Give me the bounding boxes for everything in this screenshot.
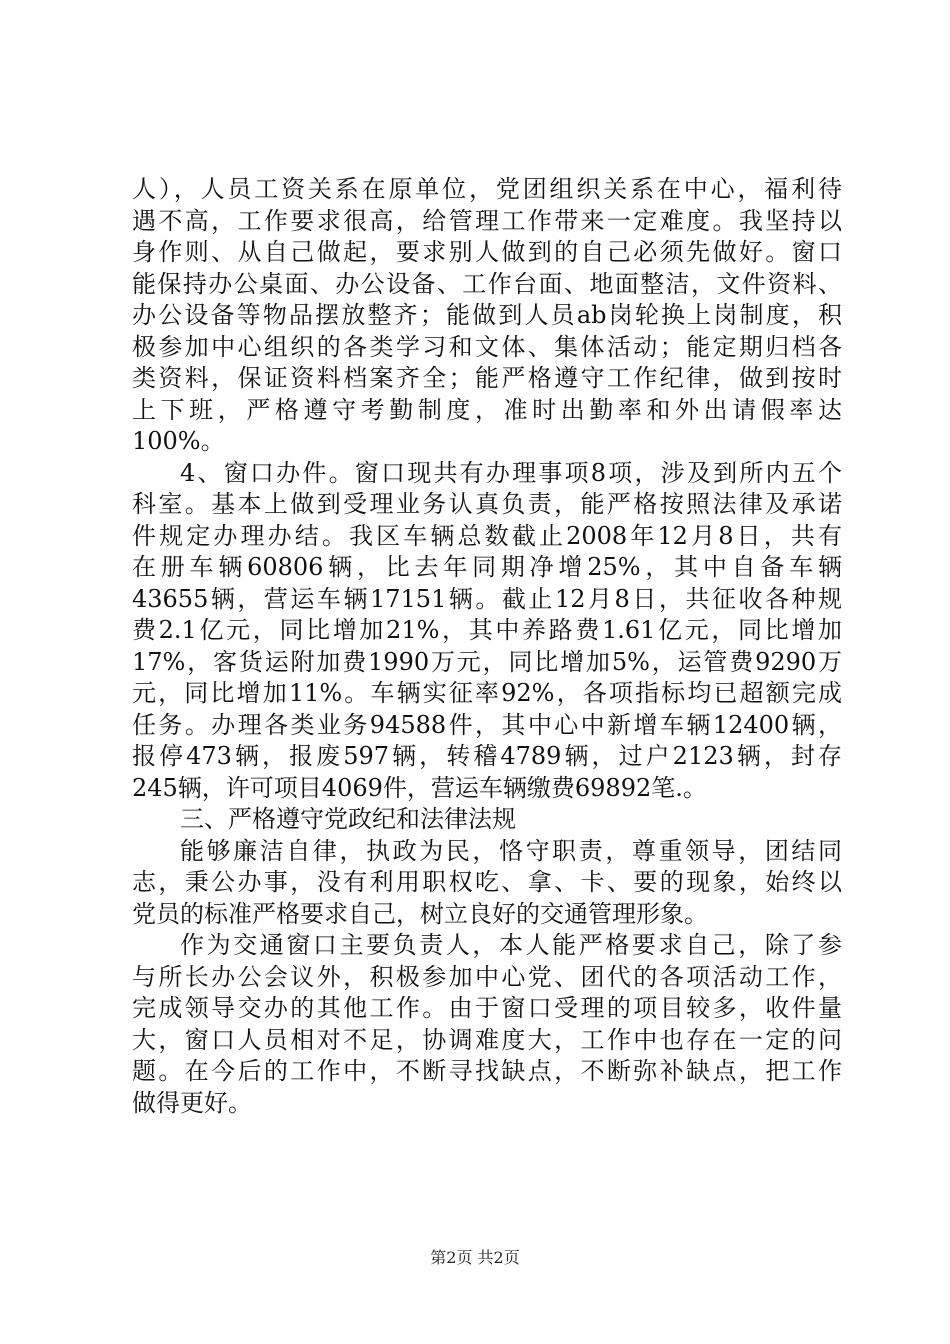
document-body [132, 174, 842, 1119]
text-line: 17%，客货运附加费1990万元，同比增加5%，运管费9290万 [132, 647, 842, 676]
text-line: 题。在今后的工作中，不断寻找缺点，不断弥补缺点，把工作 [132, 1057, 842, 1085]
text-line: 上下班，严格遵守考勤制度，准时出勤率和外出请假率达 [132, 395, 842, 424]
text-line: 身作则、从自己做起，要求别人做到的自己必须先做好。窗口 [132, 238, 842, 266]
text-line: 245辆，许可项目4069件，营运车辆缴费69892笔.。 [132, 773, 707, 802]
page-footer: 第2页 共2页 [430, 1248, 520, 1267]
text-line: 志，秉公办事，没有利用职权吃、拿、卡、要的现象，始终以 [132, 868, 842, 896]
text-line: 办公设备等物品摆放整齐；能做到人员ab岗轮换上岗制度，积 [132, 301, 842, 329]
text-line: 在册车辆60806辆，比去年同期净增25%，其中自备车辆 [132, 553, 842, 581]
text-line: 与所长办公会议外，积极参加中心党、团代的各项活动工作， [132, 962, 842, 991]
text-line: 做得更好。 [132, 1088, 252, 1117]
text-line: 100%。 [132, 427, 225, 455]
text-line: 任务。办理各类业务94588件，其中心中新增车辆12400辆， [132, 710, 842, 739]
text-line: 大，窗口人员相对不足，协调难度大，工作中也存在一定的问 [132, 1025, 842, 1054]
text-line: 报停473辆，报废597辆，转稽4789辆，过户2123辆，封存 [132, 742, 842, 770]
text-line: 极参加中心组织的各类学习和文体、集体活动；能定期归档各 [132, 332, 842, 361]
text-line: 遇不高，工作要求很高，给管理工作带来一定难度。我坚持以 [132, 206, 842, 235]
text-line: 科室。基本上做到受理业务认真负责，能严格按照法律及承诺 [132, 490, 842, 518]
text-line: 人），人员工资关系在原单位，党团组织关系在中心，福利待 [132, 175, 842, 203]
text-line: 4、窗口办件。窗口现共有办理事项8项，涉及到所内五个 [180, 458, 842, 487]
text-line: 能保持办公桌面、办公设备、工作台面、地面整洁，文件资料、 [132, 269, 842, 298]
text-line: 党员的标准严格要求自己，树立良好的交通管理形象。 [132, 899, 708, 928]
text-line: 三、严格遵守党政纪和法律法规 [180, 805, 516, 833]
text-line: 作为交通窗口主要负责人，本人能严格要求自己，除了参 [180, 931, 842, 959]
text-line: 能够廉洁自律，执政为民，恪守职责，尊重领导，团结同 [180, 836, 842, 865]
text-line: 件规定办理办结。我区车辆总数截止2008年12月8日，共有 [132, 521, 842, 550]
text-line: 完成领导交办的其他工作。由于窗口受理的项目较多，收件量 [132, 994, 842, 1022]
text-line: 元，同比增加11%。车辆实征率92%，各项指标均已超额完成 [132, 679, 842, 707]
text-line: 43655辆，营运车辆17151辆。截止12月8日，共征收各种规 [132, 584, 842, 613]
text-line: 类资料，保证资料档案齐全；能严格遵守工作纪律，做到按时 [132, 364, 842, 392]
text-line: 费2.1亿元，同比增加21%，其中养路费1.61亿元，同比增加 [132, 616, 842, 644]
